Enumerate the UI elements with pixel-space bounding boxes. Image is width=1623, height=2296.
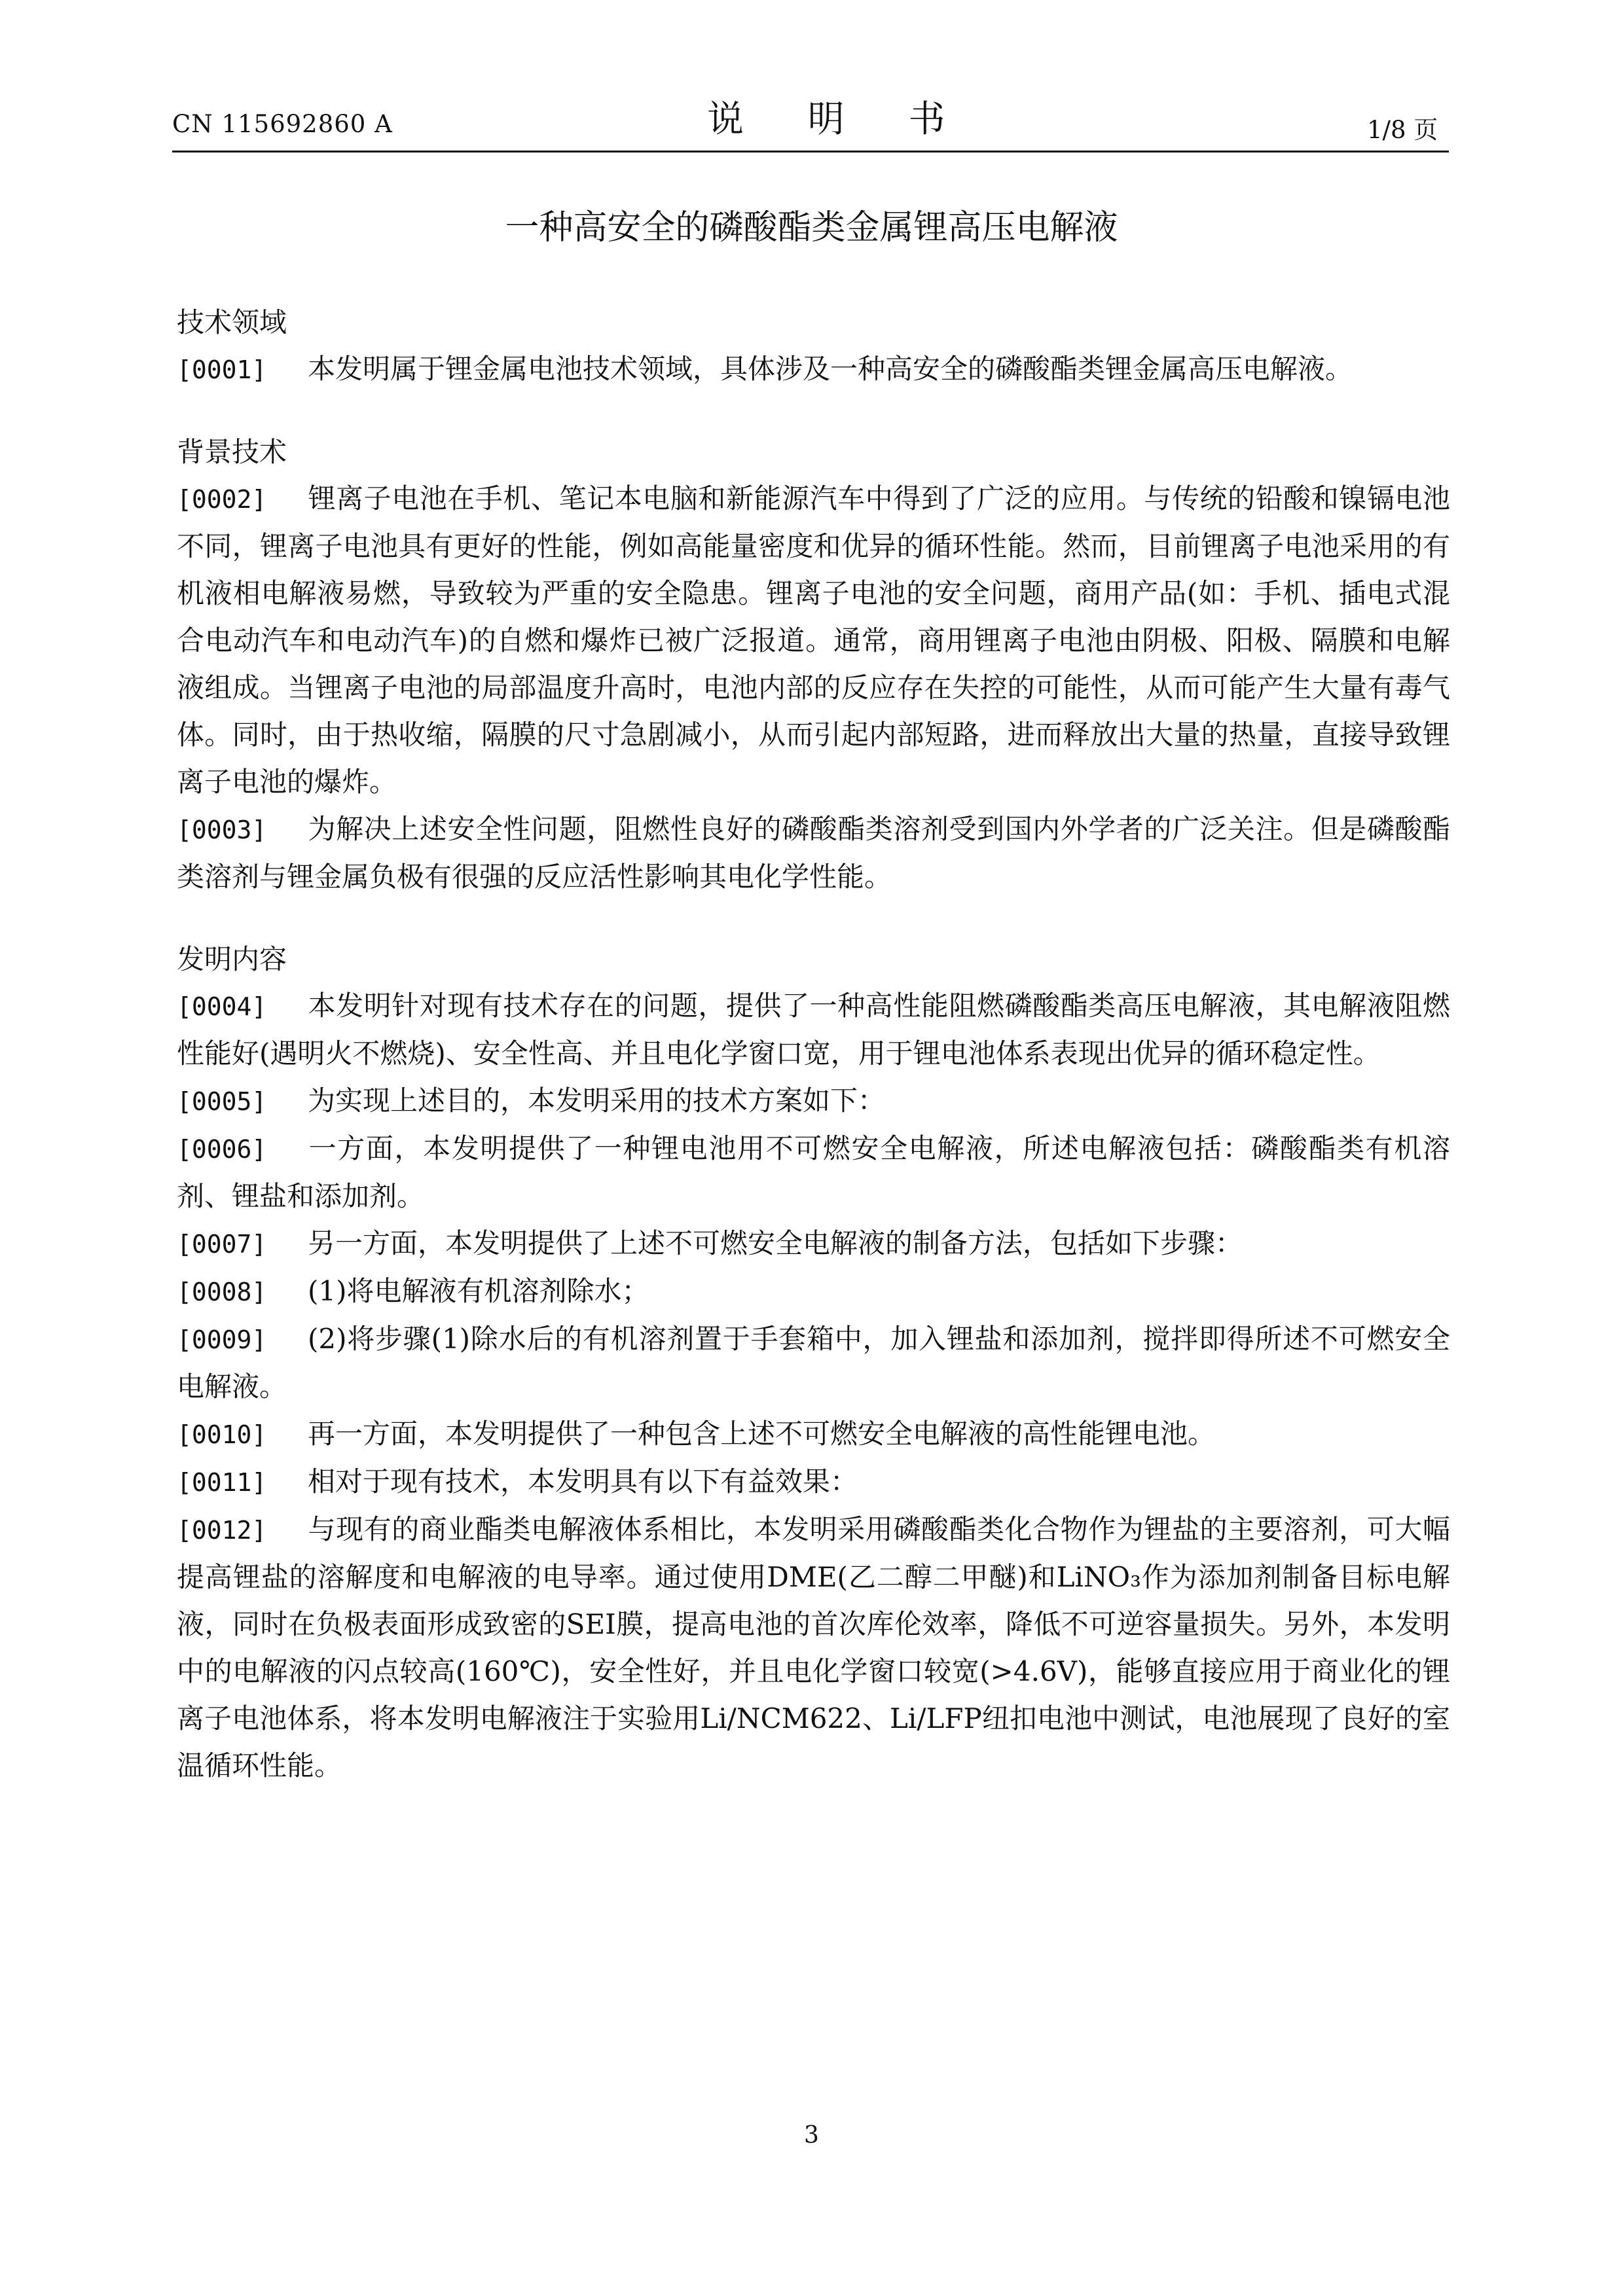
document-type: 说 明 书 (707, 98, 972, 141)
section-heading: 发明内容 (177, 943, 287, 975)
paragraph (177, 1458, 1450, 1506)
paragraph-text: 为实现上述目的，本发明采用的技术方案如下： (308, 1085, 886, 1117)
paragraph-number: [0009] (177, 1325, 267, 1354)
paragraph (177, 806, 1450, 901)
paragraph (177, 1410, 1450, 1458)
paragraph (177, 1077, 1450, 1125)
paragraph-text: 为解决上述安全性问题，阻燃性良好的磷酸酯类溶剂受到国内外学者的广泛关注。但是磷酸酯类溶剂与锂金属负极有很强的反应活性影响其电化学性能。 (177, 813, 1450, 893)
paragraph-number: [0005] (177, 1087, 267, 1116)
paragraph (177, 1268, 1450, 1316)
paragraph-number: [0012] (177, 1516, 267, 1545)
paragraph (177, 346, 1450, 393)
paragraph (177, 1316, 1450, 1410)
paragraph-text: 另一方面，本发明提供了上述不可燃安全电解液的制备方法，包括如下步骤： (308, 1227, 1243, 1259)
paragraph-number: [0007] (177, 1230, 267, 1259)
page-indicator: 1/8 页 (1367, 116, 1438, 144)
document-title: 一种高安全的磷酸酯类金属锂高压电解液 (505, 208, 1118, 247)
paragraph-number: [0010] (177, 1420, 267, 1449)
paragraph-text: 本发明针对现有技术存在的问题，提供了一种高性能阻燃磷酸酯类高压电解液，其电解液阻燃性能好(遇明火不燃烧)、安全性高、并且电化学窗口宽，用于锂电池体系表现出优异的循环稳定性。 (177, 990, 1450, 1069)
paragraph-number: [0006] (177, 1135, 267, 1164)
paragraph (177, 982, 1450, 1077)
paragraph-text: 本发明属于锂金属电池技术领域，具体涉及一种高安全的磷酸酯类锂金属高压电解液。 (308, 353, 1353, 385)
paragraph-text: 与现有的商业酯类电解液体系相比，本发明采用磷酸酯类化合物作为锂盐的主要溶剂，可大幅提高锂盐的溶解度和电解液的电导率。通过使用DME(乙二醇二甲醚)和LiNO₃作为添加剂制备目标电解液，同时在负极表面形成致密的SEI膜，提高电池的首次库伦效率，降低不可逆容量损失。另外，本发明中的电解液的闪点较高(160℃)，安全性好，并且电化学窗口较宽(>4.6V)，能够直接应用于商业化的锂离子电池体系，将本发明电解液注于实验用Li/NCM622、Li/LFP纽扣电池中测试，电池展现了良好的室温循环性能。 (177, 1513, 1450, 1782)
paragraph-number: [0011] (177, 1468, 267, 1497)
section-heading: 背景技术 (177, 436, 287, 468)
paragraph-text: 相对于现有技术，本发明具有以下有益效果： (308, 1465, 858, 1498)
paragraph-text: 一方面，本发明提供了一种锂电池用不可燃安全电解液，所述电解液包括：磷酸酯类有机溶剂、锂盐和添加剂。 (177, 1132, 1450, 1212)
paragraph-number: [0001] (177, 355, 267, 384)
paragraph-text: (1)将电解液有机溶剂除水； (308, 1275, 649, 1307)
paragraph-number: [0008] (177, 1278, 267, 1306)
paragraph (177, 1220, 1450, 1268)
paragraph (177, 1125, 1450, 1220)
publication-number: CN 115692860 A (172, 110, 393, 138)
header-rule (172, 151, 1449, 152)
paragraph-text: 再一方面，本发明提供了一种包含上述不可燃安全电解液的高性能锂电池。 (308, 1418, 1216, 1450)
paragraph-number: [0004] (177, 992, 267, 1021)
paragraph-text: (2)将步骤(1)除水后的有机溶剂置于手套箱中，加入锂盐和添加剂，搅拌即得所述不可燃安全电解液。 (177, 1323, 1450, 1403)
paragraph (177, 475, 1450, 806)
paragraph (177, 1506, 1450, 1789)
section-heading: 技术领域 (177, 306, 287, 338)
paragraph-text: 锂离子电池在手机、笔记本电脑和新能源汽车中得到了广泛的应用。与传统的铅酸和镍镉电池不同，锂离子电池具有更好的性能，例如高能量密度和优异的循环性能。然而，目前锂离子电池采用的有机液相电解液易燃，导致较为严重的安全隐患。锂离子电池的安全问题，商用产品(如：手机、插电式混合电动汽车和电动汽车)的自燃和爆炸已被广泛报道。通常，商用锂离子电池由阴极、阳极、隔膜和电解液组成。当锂离子电池的局部温度升高时，电池内部的反应存在失控的可能性，从而可能产生大量有毒气体。同时，由于热收缩，隔膜的尺寸急剧减小，从而引起内部短路，进而释放出大量的热量，直接导致锂离子电池的爆炸。 (177, 482, 1450, 798)
page-number: 3 (804, 2122, 819, 2149)
paragraph-number: [0003] (177, 816, 267, 844)
paragraph-number: [0002] (177, 485, 267, 514)
document-body (177, 300, 1450, 1789)
